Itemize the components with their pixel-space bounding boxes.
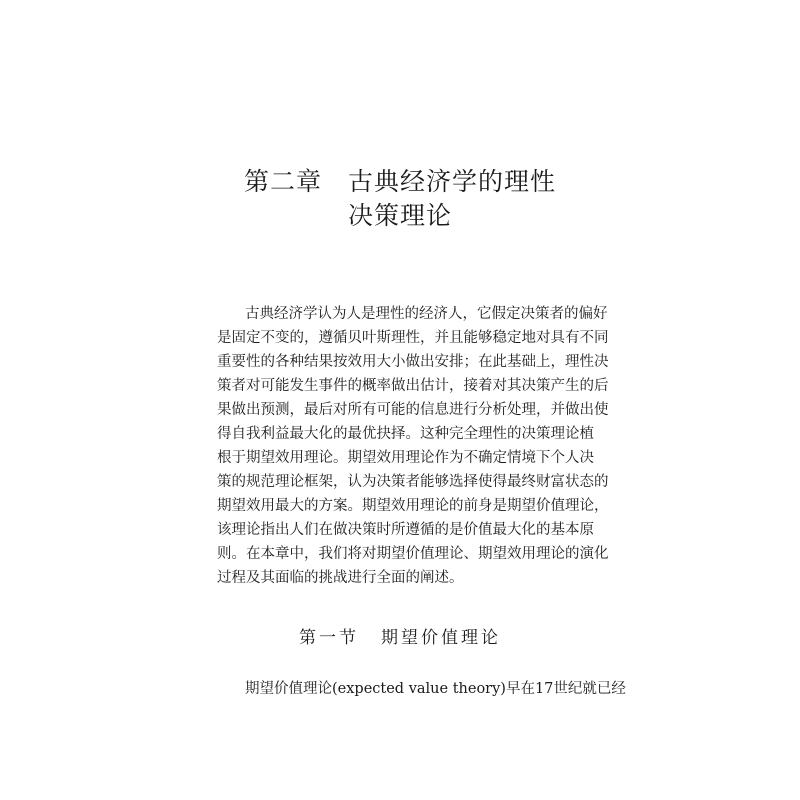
paragraph1-line: 则。在本章中，我们将对期望价值理论、期望效用理论的演化 (217, 546, 609, 562)
paragraph1-line: 是固定不变的，遵循贝叶斯理性，并且能够稳定地对具有不同 (217, 330, 609, 346)
paragraph1-line: 策者对可能发生事件的概率做出估计，接着对其决策产生的后 (217, 378, 609, 394)
paragraph1-line: 得自我利益最大化的最优抉择。这种完全理性的决策理论植 (217, 426, 594, 442)
section-number: 第一节 (299, 628, 359, 648)
paragraph1-line: 根于期望效用理论。期望效用理论作为不确定情境下个人决 (217, 450, 594, 466)
section-title-text: 期望价值理论 (381, 628, 501, 648)
chapter-number: 第二章 (243, 167, 322, 196)
paragraph1-line: 该理论指出人们在做决策时所遵循的是价值最大化的基本原 (217, 522, 594, 538)
paragraph1-line: 过程及其面临的挑战进行全面的阐述。 (217, 570, 464, 586)
paragraph1-line: 果做出预测，最后对所有可能的信息进行分析处理，并做出使 (217, 402, 609, 418)
paragraph1-line: 策的规范理论框架，认为决策者能够选择使得最终财富状态的 (217, 474, 609, 490)
section-title (0, 625, 800, 651)
chapter-title-line1 (0, 164, 800, 200)
chapter-title-line2: 决策理论 (347, 201, 452, 230)
chapter-title-text: 古典经济学的理性 (348, 167, 557, 196)
paragraph1-line: 古典经济学认为人是理性的经济人，它假定决策者的偏好 (245, 306, 608, 322)
paragraph2-line: 期望价值理论(expected value theory)早在17世纪就已经 (245, 681, 626, 697)
paragraph1-line: 重要性的各种结果按效用大小做出安排；在此基础上，理性决 (217, 354, 609, 370)
paragraph1-line: 期望效用最大的方案。期望效用理论的前身是期望价值理论， (217, 498, 609, 514)
